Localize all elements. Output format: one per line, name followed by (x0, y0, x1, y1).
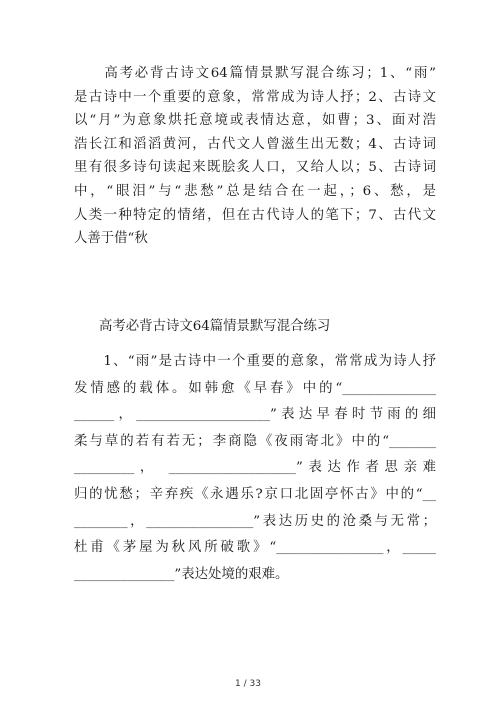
exercise-line: ________，________________”表达历史的沧桑与无常； (74, 513, 436, 529)
section-heading: 高考必背古诗文64篇情景默写混合练习 (99, 319, 331, 334)
intro-line: 人类一种特定的情绪，但在古代诗人的笔下；7、古代文 (74, 207, 436, 223)
page-indicator: 1 / 33 (235, 679, 261, 689)
intro-line: 是古诗中一个重要的意象，常常成为诗人抒；2、古诗文 (74, 89, 436, 105)
exercise-line: ______，____________________”表达早春时节雨的细 (74, 407, 436, 423)
intro-line: 里有很多诗句读起来既脍炙人口，又给人以；5、古诗词 (74, 160, 436, 176)
intro-line: 人善于借“秋 (74, 231, 148, 247)
exercise-line: 1、“雨”是古诗中一个重要的意象，常常成为诗人抒 (74, 354, 436, 369)
exercise-line: 柔与草的若有若无；李商隐《夜雨寄北》中的“_______ (74, 433, 436, 449)
intro-line: 以“月”为意象烘托意境或表情达意，如曹；3、面对浩 (74, 113, 436, 129)
exercise-line: 发情感的载体。如韩愈《早春》中的“______________ (74, 380, 436, 396)
exercise-line: 归的忧愁；辛弃疾《永遇乐?京口北固亭怀古》中的“__ (74, 486, 436, 502)
exercise-paragraph (74, 349, 436, 588)
exercise-line: 杜甫《茅屋为秋风所破歌》“________________，_____ (74, 540, 436, 556)
exercise-line: _________， ___________________”表达作者思亲难 (74, 460, 436, 476)
intro-line: 高考必背古诗文64篇情景默写混合练习；1、“雨” (74, 66, 436, 81)
intro-line: 中，“眼泪”与“悲愁”总是结合在一起，；6、愁，是 (74, 183, 436, 199)
intro-paragraph (74, 62, 436, 251)
exercise-line: _______________”表达处境的艰难。 (74, 566, 289, 582)
intro-line: 浩长江和滔滔黄河，古代文人曾滋生出无数；4、古诗词 (74, 136, 436, 152)
